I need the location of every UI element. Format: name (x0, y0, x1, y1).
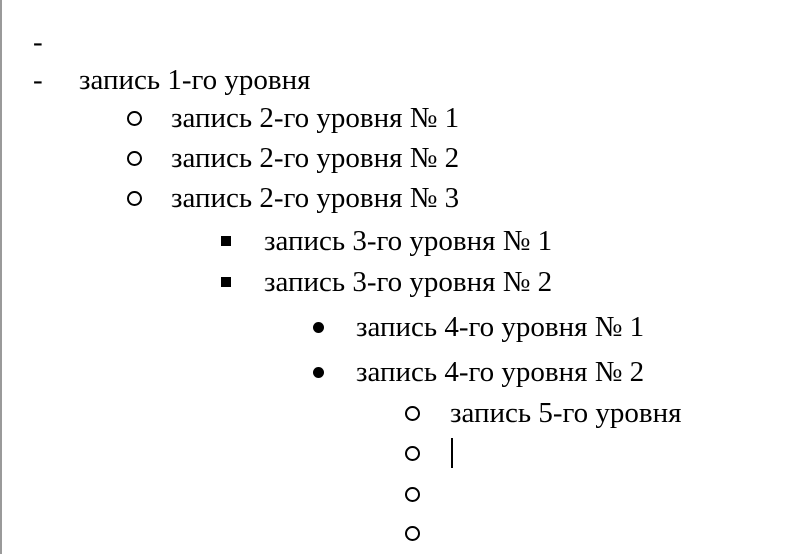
list-item-text: запись 3-го уровня № 1 (264, 225, 553, 257)
hollow-circle-bullet-icon (405, 446, 420, 461)
filled-circle-bullet-icon (313, 367, 324, 378)
list-item-text: запись 4-го уровня № 1 (356, 311, 645, 343)
hollow-circle-bullet-icon (405, 406, 420, 421)
list-item-text: запись 1-го уровня (79, 64, 311, 96)
list-item-text: запись 2-го уровня № 3 (171, 182, 460, 214)
hollow-circle-bullet-icon (127, 111, 142, 126)
hollow-circle-bullet-icon (127, 191, 142, 206)
list-item-text: запись 5-го уровня (450, 397, 682, 429)
text-cursor (451, 438, 453, 468)
list-item-text: запись 2-го уровня № 1 (171, 102, 460, 134)
hollow-circle-bullet-icon (405, 526, 420, 541)
list-item-text: запись 2-го уровня № 2 (171, 142, 460, 174)
hollow-circle-bullet-icon (405, 487, 420, 502)
list-item-text: запись 4-го уровня № 2 (356, 356, 645, 388)
filled-circle-bullet-icon (313, 322, 324, 333)
list-item-text: запись 3-го уровня № 2 (264, 266, 553, 298)
hollow-circle-bullet-icon (127, 151, 142, 166)
square-bullet-icon (221, 277, 231, 287)
square-bullet-icon (221, 236, 231, 246)
dash-marker: - (33, 64, 43, 96)
dash-marker: - (33, 26, 43, 58)
